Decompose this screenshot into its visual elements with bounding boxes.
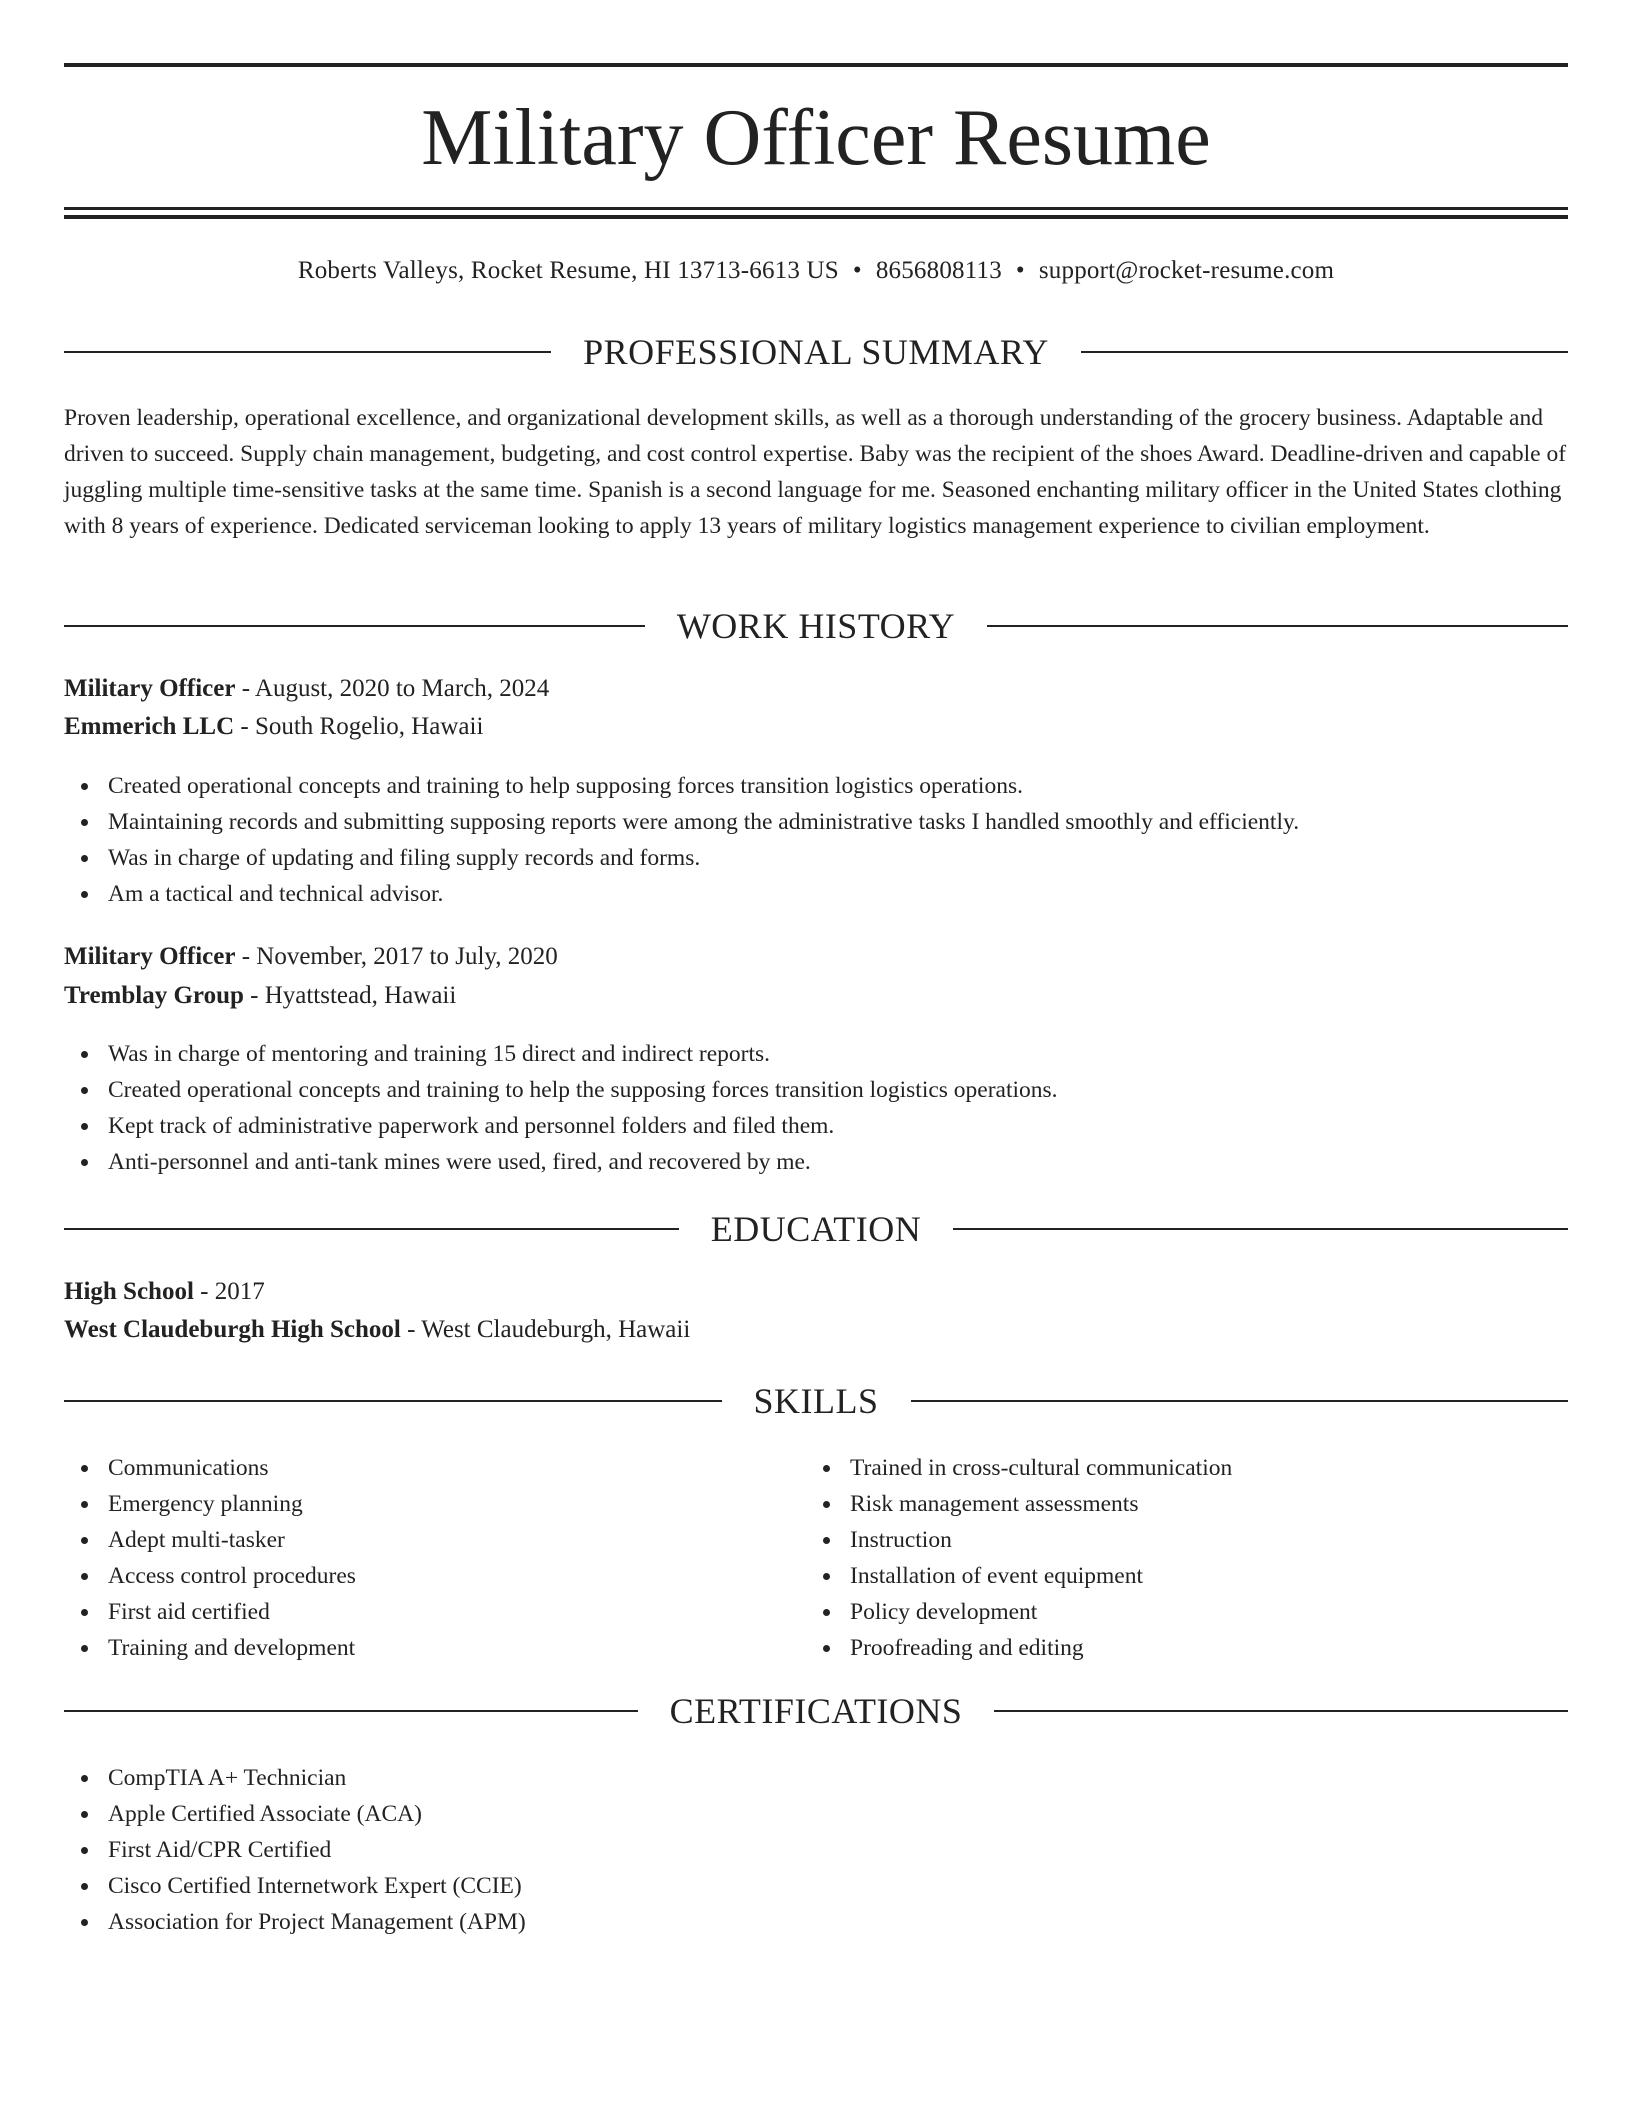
list-item: Was in charge of mentoring and training 15 direct and indirect reports. <box>108 1036 1058 1072</box>
education-degree: High School <box>64 1278 194 1305</box>
list-item: Anti-personnel and anti-tank mines were used, fired, and recovered by me. <box>108 1144 1058 1180</box>
heading-rule-right <box>1081 351 1568 353</box>
list-item: Instruction <box>850 1522 1232 1558</box>
title-rule-upper <box>64 207 1568 210</box>
list-item: Communications <box>108 1450 356 1486</box>
list-item: Kept track of administrative paperwork and personnel folders and filed them. <box>108 1108 1058 1144</box>
education-heading <box>64 1207 1568 1251</box>
list-item: First aid certified <box>108 1594 356 1630</box>
education-year: - 2017 <box>193 1278 265 1305</box>
title-rule-lower <box>64 215 1568 219</box>
list-item: First Aid/CPR Certified <box>108 1832 526 1868</box>
list-item: Trained in cross-cultural communication <box>850 1450 1232 1486</box>
contact-email: support@rocket-resume.com <box>1038 257 1335 284</box>
certifications-list <box>64 1760 526 1940</box>
list-item: Adept multi-tasker <box>108 1522 356 1558</box>
list-item: Installation of event equipment <box>850 1558 1232 1594</box>
skills-list-left <box>64 1450 356 1666</box>
list-item: Created operational concepts and training to help the supposing forces transition logistics operations. <box>108 1072 1058 1108</box>
job-location: - South Rogelio, Hawaii <box>234 713 484 740</box>
list-item: Policy development <box>850 1594 1232 1630</box>
heading-rule-right <box>994 1710 1568 1712</box>
contact-separator: • <box>1015 257 1025 284</box>
list-item: Cisco Certified Internetwork Expert (CCIE) <box>108 1868 526 1904</box>
work-heading <box>64 604 1568 648</box>
education-school-line <box>64 1313 690 1347</box>
contact-address: Roberts Valleys, Rocket Resume, HI 13713-6613 US <box>297 257 839 284</box>
summary-heading-label: PROFESSIONAL SUMMARY <box>583 332 1049 372</box>
job-dates: - August, 2020 to March, 2024 <box>235 675 550 702</box>
summary-text: Proven leadership, operational excellence, and organizational development skills, as well as a thorough understanding of the grocery business. Adaptable and driven to succeed. Supply chain management, budgeting, and cost control expertise. Baby was the recipient of the shoes Award. Deadline-driven and capable of juggling multiple time-sensitive tasks at the same time. Spanish is a second language for me. Seasoned enchanting military officer in the United States clothing with 8 years of experience. Dedicated serviceman looking to apply 13 years of military logistics management experience to civilian employment. <box>64 405 1567 539</box>
list-item: Apple Certified Associate (ACA) <box>108 1796 526 1832</box>
list-item: Proofreading and editing <box>850 1630 1232 1666</box>
heading-rule-right <box>987 625 1568 627</box>
education-degree-line <box>64 1275 265 1309</box>
skills-heading <box>64 1379 1568 1423</box>
list-item: Access control procedures <box>108 1558 356 1594</box>
job-title: Military Officer <box>64 675 236 702</box>
list-item: Risk management assessments <box>850 1486 1232 1522</box>
list-item: Association for Project Management (APM) <box>108 1904 526 1940</box>
heading-rule-left <box>64 351 551 353</box>
list-item: Emergency planning <box>108 1486 356 1522</box>
job-company: Tremblay Group <box>64 982 244 1009</box>
contact-separator: • <box>852 257 862 284</box>
list-item: Maintaining records and submitting supposing reports were among the administrative tasks I handled smoothly and efficiently. <box>108 804 1299 840</box>
list-item: Was in charge of updating and filing supply records and forms. <box>108 840 1299 876</box>
education-location: - West Claudeburgh, Hawaii <box>400 1316 691 1343</box>
heading-rule-left <box>64 1228 679 1230</box>
job-company-line <box>64 710 483 744</box>
summary-heading <box>64 330 1568 374</box>
heading-rule-left <box>64 1400 722 1402</box>
certifications-heading <box>64 1689 1568 1733</box>
top-rule <box>64 63 1568 67</box>
job-dates: - November, 2017 to July, 2020 <box>235 943 558 970</box>
work-heading-label: WORK HISTORY <box>676 606 956 646</box>
job-title-line <box>64 672 549 706</box>
certifications-heading-label: CERTIFICATIONS <box>669 1691 963 1731</box>
job-company: Emmerich LLC <box>64 713 235 740</box>
skills-list-right <box>806 1450 1232 1666</box>
job-company-line <box>64 979 456 1013</box>
heading-rule-left <box>64 1710 638 1712</box>
heading-rule-right <box>911 1400 1569 1402</box>
heading-rule-left <box>64 625 645 627</box>
list-item: Training and development <box>108 1630 356 1666</box>
list-item: Am a tactical and technical advisor. <box>108 876 1299 912</box>
education-school: West Claudeburgh High School <box>64 1316 401 1343</box>
contact-phone: 8656808113 <box>875 257 1002 284</box>
list-item: CompTIA A+ Technician <box>108 1760 526 1796</box>
contact-line <box>64 254 1568 288</box>
job-location: - Hyattstead, Hawaii <box>243 982 457 1009</box>
skills-heading-label: SKILLS <box>753 1381 879 1421</box>
education-heading-label: EDUCATION <box>710 1209 922 1249</box>
job-title: Military Officer <box>64 943 236 970</box>
heading-rule-right <box>953 1228 1568 1230</box>
job-bullets <box>64 768 1299 912</box>
resume-title: Military Officer Resume <box>421 94 1211 182</box>
job-title-line <box>64 940 558 974</box>
list-item: Created operational concepts and training to help supposing forces transition logistics operations. <box>108 768 1299 804</box>
job-bullets <box>64 1036 1058 1180</box>
